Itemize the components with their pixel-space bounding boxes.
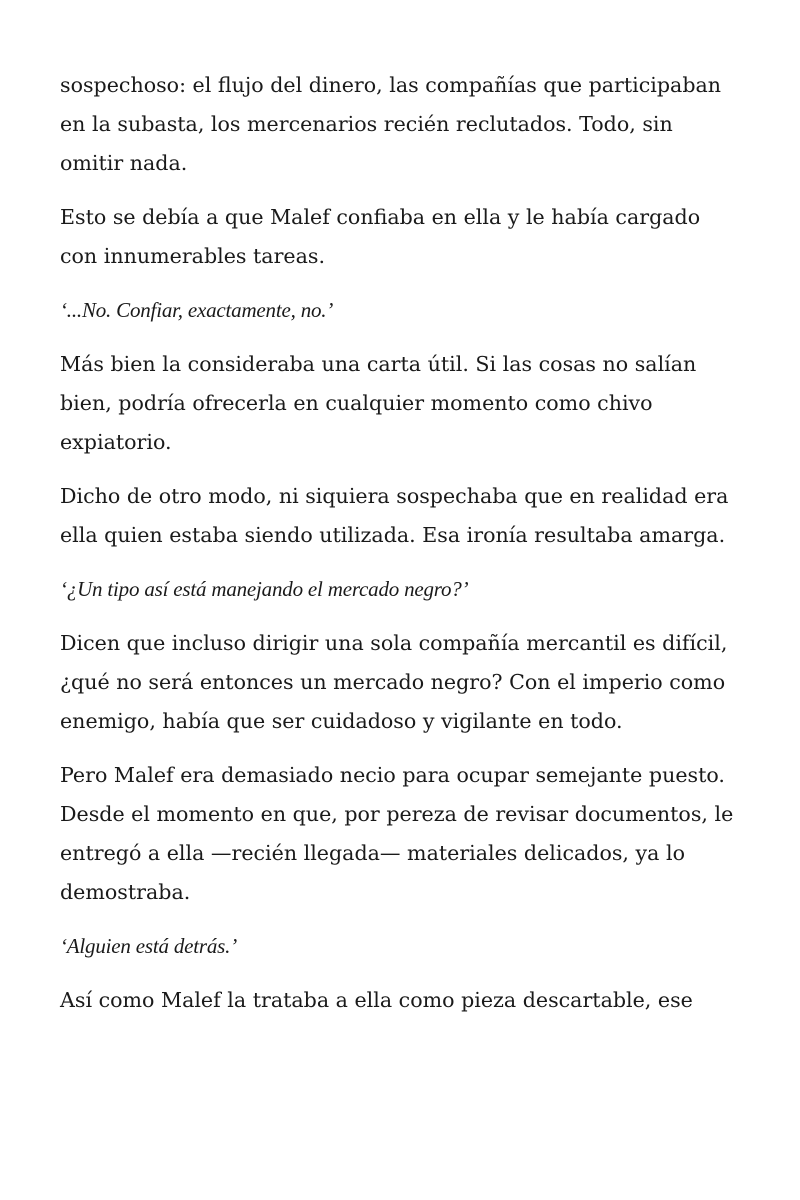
paragraph: Pero Malef era demasiado necio para ocupar semejante puesto. Desde el momento en que, por pereza de revisar documentos, le entregó a ella —recién llegada— materiales delicados, ya lo demostraba. [60,763,734,904]
inner-thought: ‘...No. Confiar, exactamente, no.’ [60,298,334,322]
inner-thought: ‘¿Un tipo así está manejando el mercado negro?’ [60,577,469,601]
paragraph: Dicho de otro modo, ni siquiera sospechaba que en realidad era ella quien estaba siendo utilizada. Esa ironía resultaba amarga. [60,484,729,547]
paragraph: sospechoso: el flujo del dinero, las compañías que participaban en la subasta, los mercenarios recién reclutados. Todo, sin omitir nada. [60,73,722,175]
inner-thought: ‘Alguien está detrás.’ [60,934,237,958]
paragraph: Dicen que incluso dirigir una sola compañía mercantil es difícil, ¿qué no será entonces un mercado negro? Con el imperio como enemigo, había que ser cuidadoso y vigilante en todo. [60,631,728,733]
paragraph: Más bien la consideraba una carta útil. Si las cosas no salían bien, podría ofrecerla en cualquier momento como chivo expiatorio. [60,352,697,454]
paragraph: Así como Malef la trataba a ella como pieza descartable, ese [60,988,693,1012]
paragraph: Esto se debía a que Malef confiaba en ella y le había cargado con innumerables tareas. [60,205,701,268]
